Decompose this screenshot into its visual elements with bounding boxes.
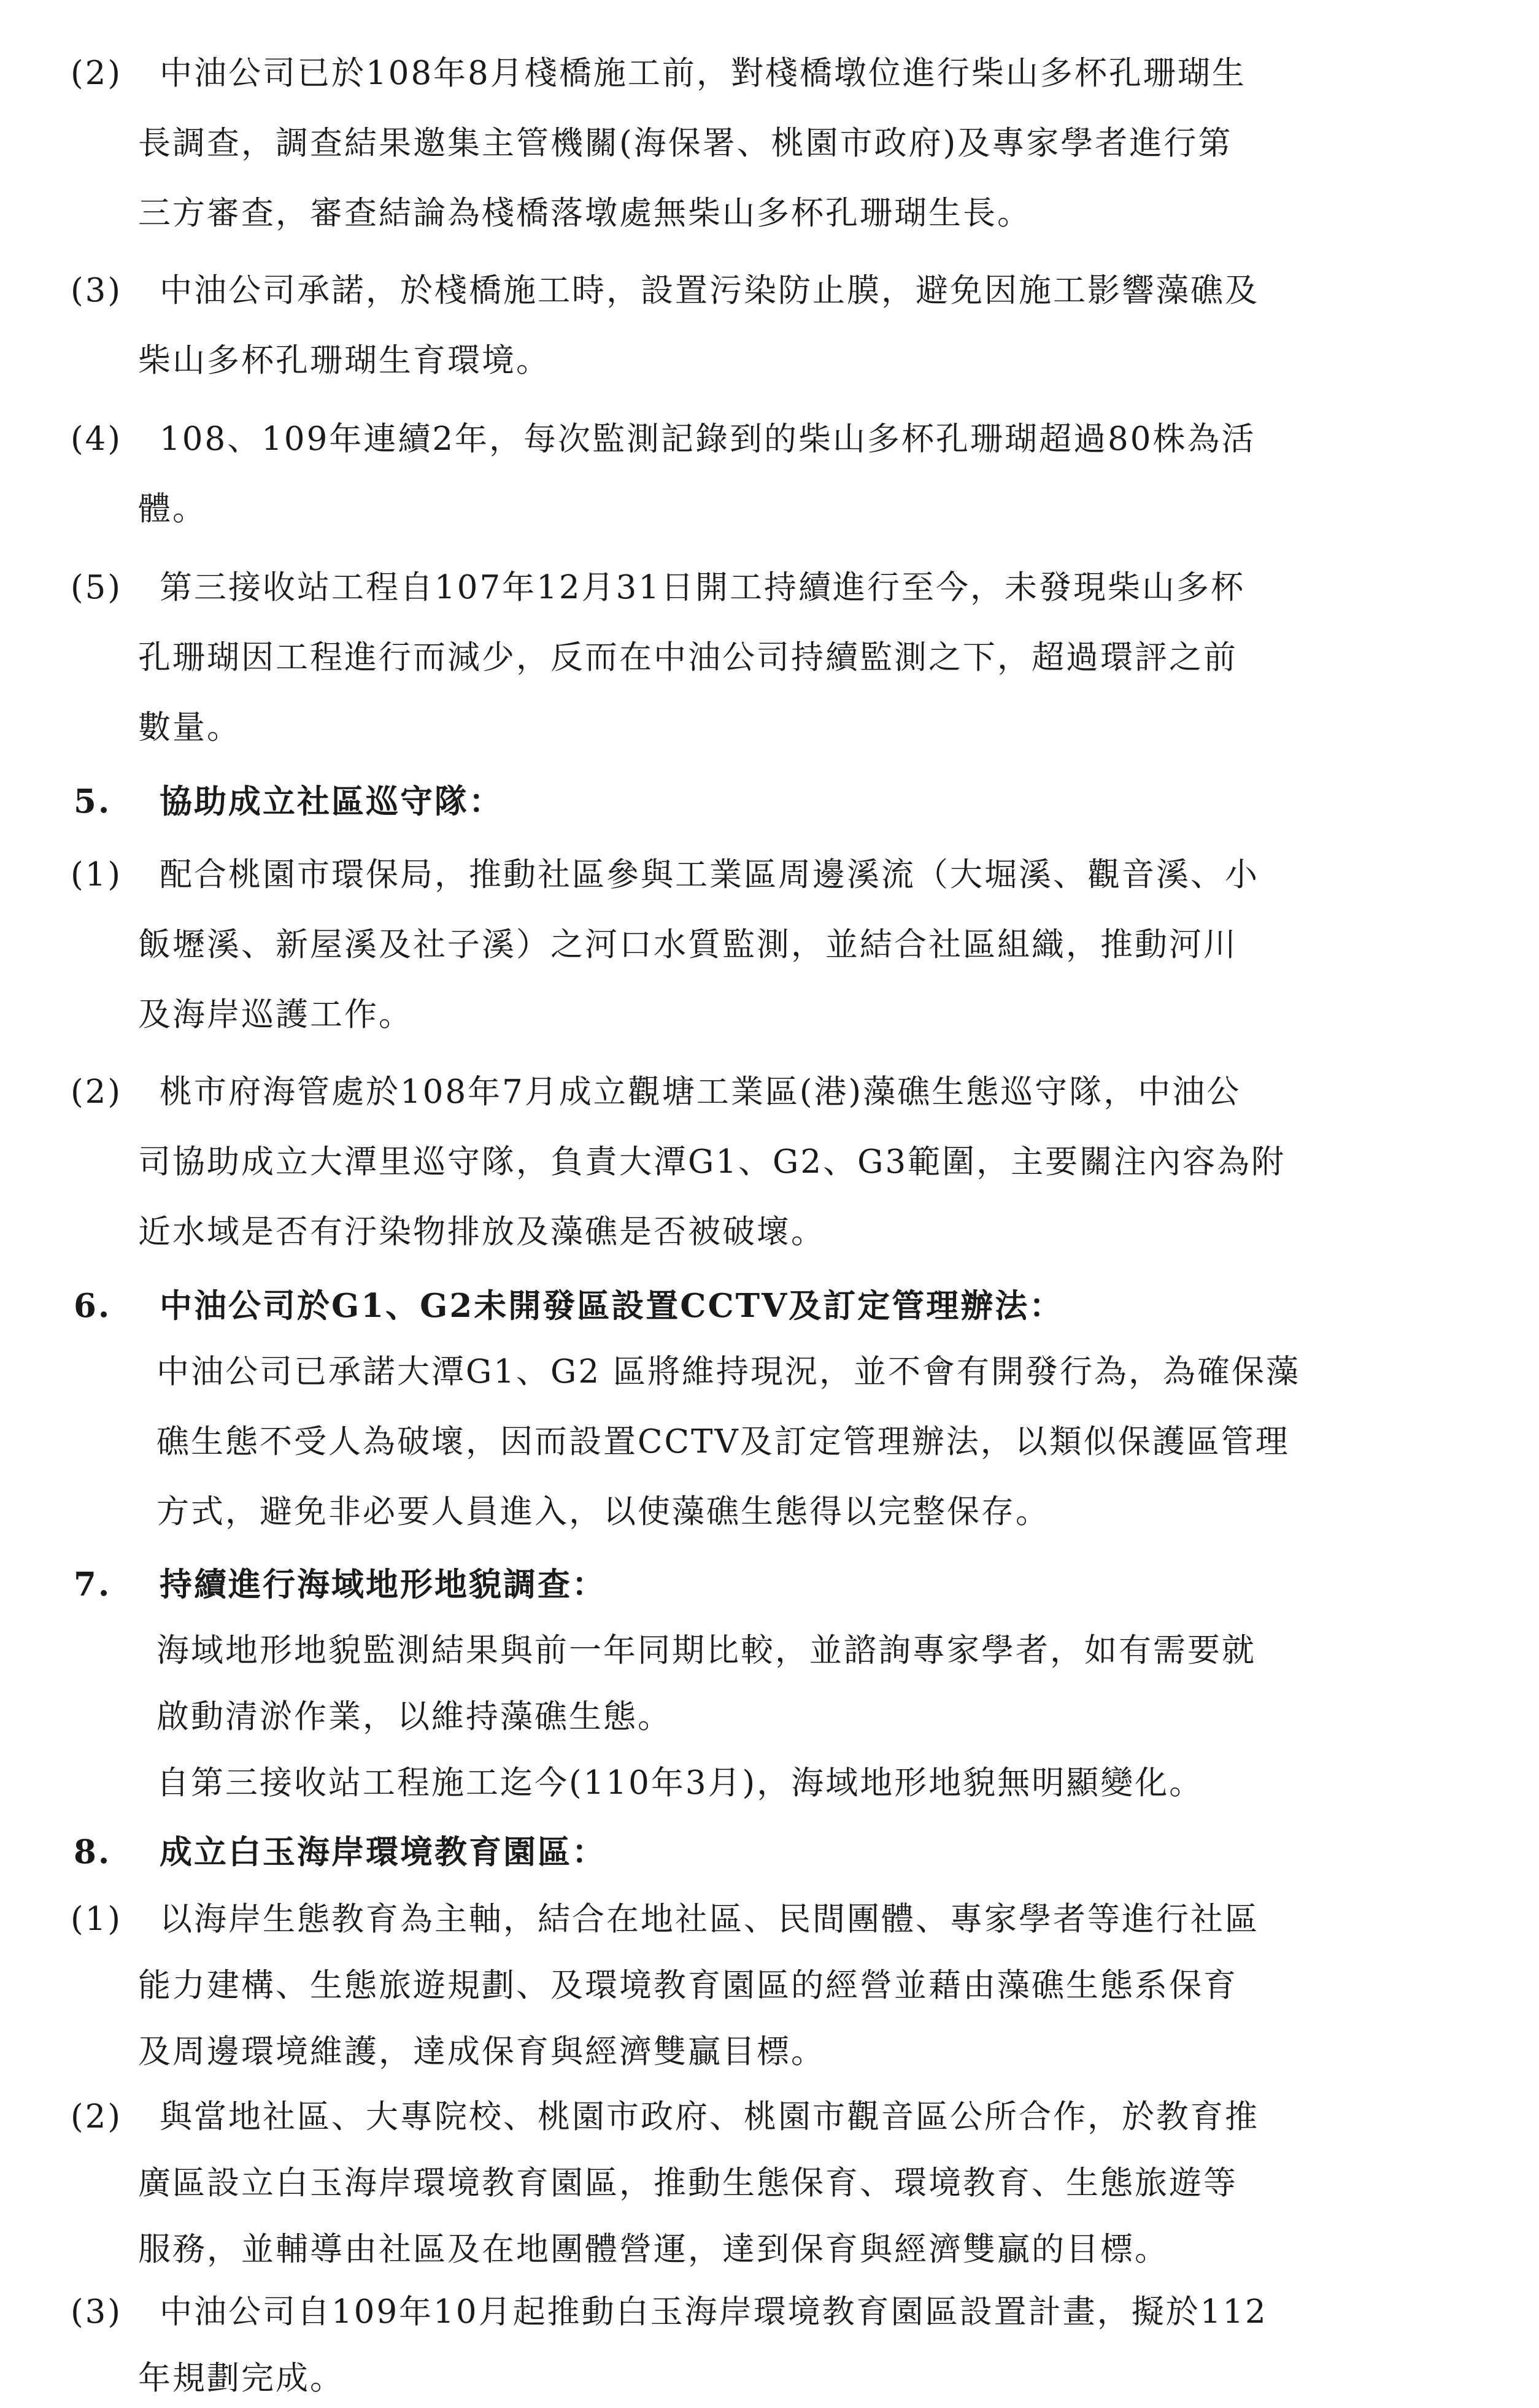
paragraph-line: 啟動清淤作業，以維持藻礁生態。 xyxy=(156,1698,672,1735)
item-line: 第三接收站工程自107年12月31日開工持續進行至今，未發現柴山多杯 xyxy=(160,569,1246,606)
paragraph-line: 海域地形地貌監測結果與前一年同期比較，並諮詢專家學者，如有需要就 xyxy=(156,1632,1256,1669)
item-line: 服務，並輔導由社區及在地團體營運，達到保育與經濟雙贏的目標。 xyxy=(138,2231,1169,2268)
item-line: 孔珊瑚因工程進行而減少，反而在中油公司持續監測之下，超過環評之前 xyxy=(138,639,1238,676)
section-heading: 中油公司於G1、G2未開發區設置CCTV及訂定管理辦法： xyxy=(160,1287,1064,1325)
item-line: 能力建構、生態旅遊規劃、及環境教育園區的經營並藉由藻礁生態系保育 xyxy=(138,1967,1238,2004)
item-marker: (2) xyxy=(71,55,123,92)
item-line: 108、109年連續2年，每次監測記錄到的柴山多杯孔珊瑚超過80株為活 xyxy=(160,420,1256,458)
item-line: 配合桃園市環保局，推動社區參與工業區周邊溪流（大堀溪、觀音溪、小 xyxy=(160,856,1259,893)
paragraph-line: 方式，避免非必要人員進入，以使藻礁生態得以完整保存。 xyxy=(156,1493,1050,1530)
section-number: 6. xyxy=(74,1287,112,1325)
item-line: 數量。 xyxy=(138,709,241,746)
item-line: 柴山多杯孔珊瑚生育環境。 xyxy=(138,342,550,379)
item-line: 長調查，調查結果邀集主管機關(海保署、桃園市政府)及專家學者進行第 xyxy=(138,125,1233,162)
item-line: 中油公司自109年10月起推動白玉海岸環境教育園區設置計畫，擬於112 xyxy=(160,2293,1268,2331)
item-marker: (3) xyxy=(71,272,123,309)
item-line: 廣區設立白玉海岸環境教育園區，推動生態保育、環境教育、生態旅遊等 xyxy=(138,2164,1238,2202)
item-marker: (2) xyxy=(71,2098,123,2136)
item-line: 中油公司已於108年8月棧橋施工前，對棧橋墩位進行柴山多杯孔珊瑚生 xyxy=(160,55,1246,92)
item-marker: (1) xyxy=(71,856,123,893)
item-line: 司協助成立大潭里巡守隊，負責大潭G1、G2、G3範圍，主要關注內容為附 xyxy=(138,1143,1286,1181)
item-marker: (4) xyxy=(71,420,123,458)
section-heading: 成立白玉海岸環境教育園區： xyxy=(160,1833,606,1871)
item-line: 及周邊環境維護，達成保育與經濟雙贏目標。 xyxy=(138,2033,825,2070)
item-line: 中油公司承諾，於棧橋施工時，設置污染防止膜，避免因施工影響藻礁及 xyxy=(160,272,1259,309)
item-marker: (1) xyxy=(71,1901,123,1938)
section-heading: 持續進行海域地形地貌調查： xyxy=(160,1565,606,1603)
section-number: 7. xyxy=(74,1565,112,1603)
item-line: 年規劃完成。 xyxy=(138,2360,344,2397)
item-line: 桃市府海管處於108年7月成立觀塘工業區(港)藻礁生態巡守隊，中油公 xyxy=(160,1073,1241,1111)
item-marker: (2) xyxy=(71,1073,123,1111)
section-number: 5. xyxy=(74,782,112,820)
paragraph-line: 中油公司已承諾大潭G1、G2 區將維持現況，並不會有開發行為，為確保藻 xyxy=(156,1353,1300,1391)
item-line: 飯壢溪、新屋溪及社子溪）之河口水質監測，並結合社區組織，推動河川 xyxy=(138,926,1238,963)
item-line: 近水域是否有汙染物排放及藻礁是否被破壞。 xyxy=(138,1213,825,1251)
paragraph-line: 自第三接收站工程施工迄今(110年3月)，海域地形地貌無明顯變化。 xyxy=(156,1764,1204,1802)
item-line: 三方審查，審查結論為棧橋落墩處無柴山多杯孔珊瑚生長。 xyxy=(138,195,1032,232)
section-number: 8. xyxy=(74,1833,112,1871)
item-line: 及海岸巡護工作。 xyxy=(138,996,413,1033)
item-line: 以海岸生態教育為主軸，結合在地社區、民間團體、專家學者等進行社區 xyxy=(160,1901,1259,1938)
item-marker: (3) xyxy=(71,2293,123,2331)
paragraph-line: 礁生態不受人為破壞，因而設置CCTV及訂定管理辦法，以類似保護區管理 xyxy=(156,1423,1290,1461)
item-marker: (5) xyxy=(71,569,123,606)
section-heading: 協助成立社區巡守隊： xyxy=(160,782,503,820)
item-line: 與當地社區、大專院校、桃園市政府、桃園市觀音區公所合作，於教育推 xyxy=(160,2098,1259,2136)
item-line: 體。 xyxy=(138,490,207,528)
